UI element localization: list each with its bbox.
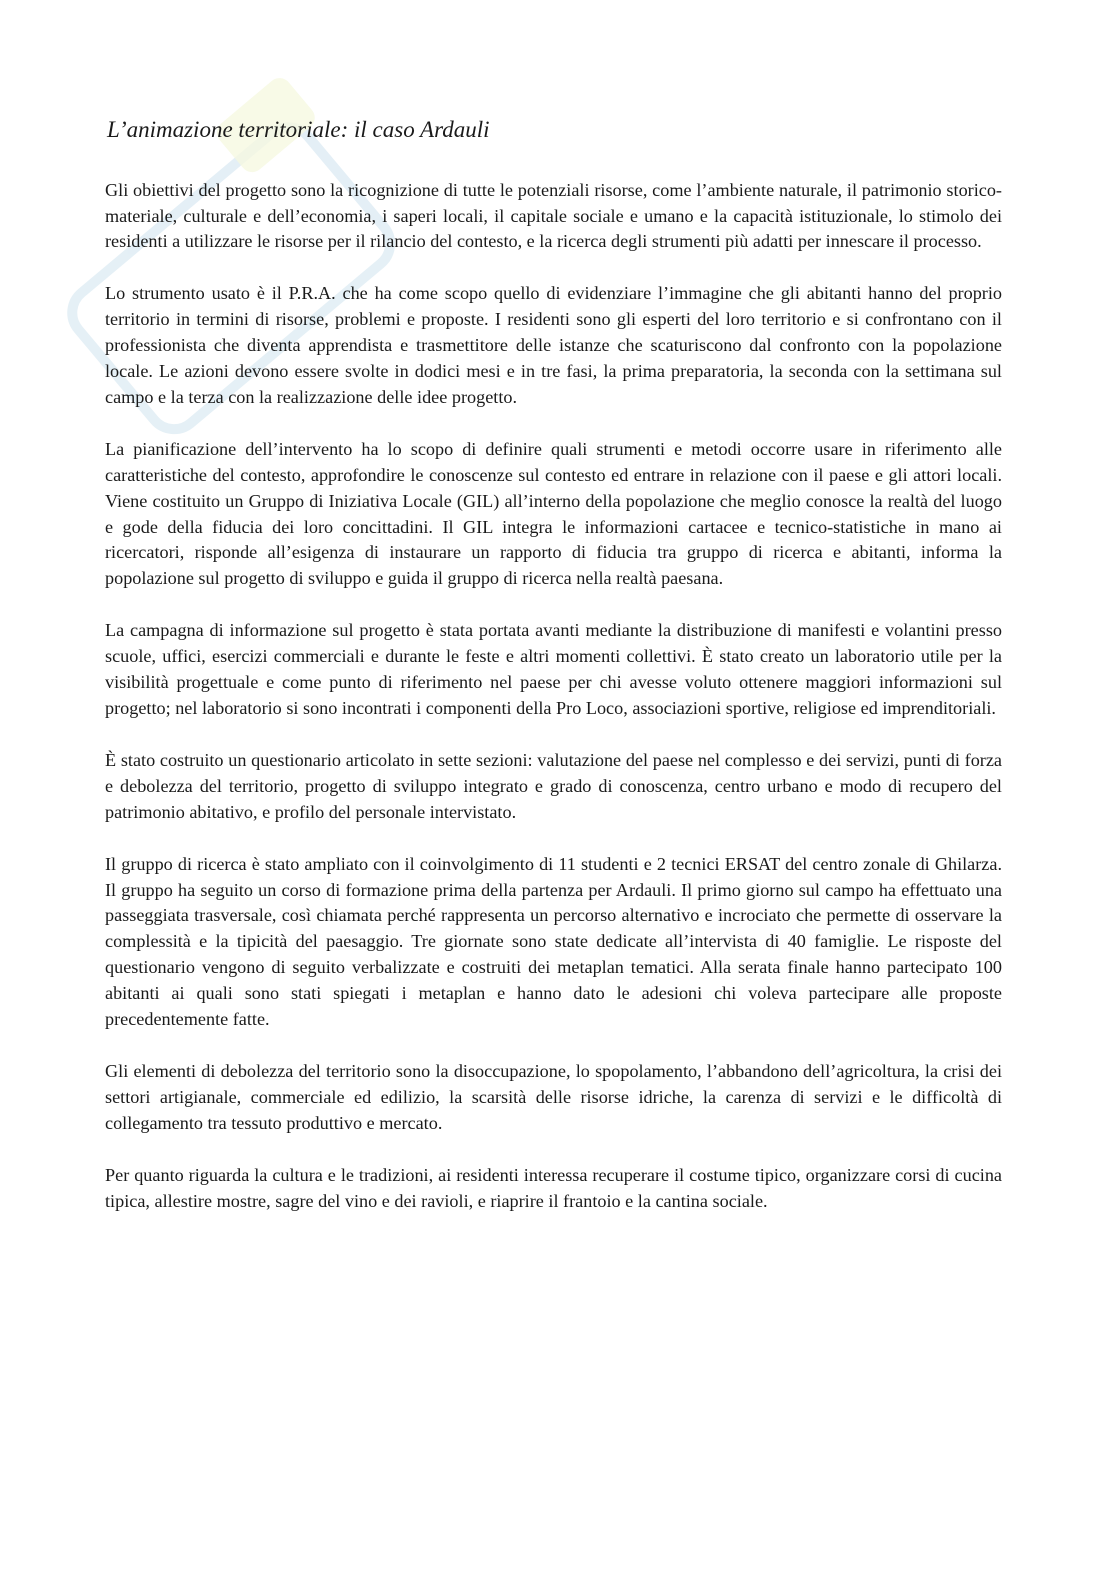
paragraph-1: Gli obiettivi del progetto sono la ricognizione di tutte le potenziali risorse, come l’ambiente naturale, il patrimonio storico-materiale, culturale e dell’economia, i saperi locali, il capitale sociale e umano e la capacità istituzionale, lo stimolo dei residenti a utilizzare le risorse per il rilancio del contesto, e la ricerca degli strumenti più adatti per innescare il processo. [105,179,1002,252]
paragraph-3: La pianificazione dell’intervento ha lo scopo di definire quali strumenti e metodi occorre usare in riferimento alle caratteristiche del contesto, approfondire le conoscenze sul contesto ed entrare in relazione con il paese e gli attori locali. Viene costituito un Gruppo di Iniziativa Locale (GIL) all’interno della popolazione che meglio conosce la realtà del luogo e gode della fiducia dei loro concittadini. Il GIL integra le informazioni cartacee e tecnico-statistiche in mano ai ricercatori, risponde all’esigenza di instaurare un rapporto di fiducia tra gruppo di ricerca e abitanti, informa la popolazione sul progetto di sviluppo e guida il gruppo di ricerca nella realtà paesana. [105,438,1002,589]
paragraph-8: Per quanto riguarda la cultura e le tradizioni, ai residenti interessa recuperare il costume tipico, organizzare corsi di cucina tipica, allestire mostre, sagre del vino e dei ravioli, e riaprire il frantoio e la cantina sociale. [105,1164,1002,1211]
document-title: L’animazione territoriale: il caso Ardauli [107,117,490,142]
paragraph-6: Il gruppo di ricerca è stato ampliato con il coinvolgimento di 11 studenti e 2 tecnici ERSAT del centro zonale di Ghilarza. Il gruppo ha seguito un corso di formazione prima della partenza per Ardauli. Il primo giorno sul campo ha effettuato una passeggiata trasversale, così chiamata perché rappresenta un percorso alternativo e incrociato che permette di osservare la complessità e la tipicità del paesaggio. Tre giornate sono state dedicate all’intervista di 40 famiglie. Le risposte del questionario vengono di seguito verbalizzate e costruiti dei metaplan tematici. Alla serata finale hanno partecipato 100 abitanti ai quali sono stati spiegati i metaplan e hanno dato le adesioni chi voleva partecipare alle proposte precedentemente fatte. [105,853,1002,1030]
paragraph-5: È stato costruito un questionario articolato in sette sezioni: valutazione del paese nel complesso e dei servizi, punti di forza e debolezza del territorio, progetto di sviluppo integrato e grado di conoscenza, centro urbano e modo di recupero del patrimonio abitativo, e profilo del personale intervistato. [105,749,1002,822]
paragraph-2: Lo strumento usato è il P.R.A. che ha come scopo quello di evidenziare l’immagine che gli abitanti hanno del proprio territorio in termini di risorse, problemi e proposte. I residenti sono gli esperti del loro territorio e si confrontano con il professionista che diventa apprendista e trasmettitore delle istanze che scaturiscono dal confronto con la popolazione locale. Le azioni devono essere svolte in dodici mesi e in tre fasi, la prima preparatoria, la seconda con la settimana sul campo e la terza con la realizzazione delle idee progetto. [105,283,1002,407]
paragraph-4: La campagna di informazione sul progetto è stata portata avanti mediante la distribuzione di manifesti e volantini presso scuole, uffici, esercizi commerciali e durante le feste e altri momenti collettivi. È stato creato un laboratorio utile per la visibilità progettuale e come punto di riferimento nel paese per chi avesse voluto ottenere maggiori informazioni sul progetto; nel laboratorio si sono incontrati i componenti della Pro Loco, associazioni sportive, religiose ed imprenditoriali. [105,620,1002,718]
document-page [105,116,1002,1241]
paragraph-7: Gli elementi di debolezza del territorio sono la disoccupazione, lo spopolamento, l’abbandono dell’agricoltura, la crisi dei settori artigianale, commerciale ed edilizio, la scarsità delle risorse idriche, la carenza di servizi e le difficoltà di collegamento tra tessuto produttivo e mercato. [105,1060,1002,1133]
